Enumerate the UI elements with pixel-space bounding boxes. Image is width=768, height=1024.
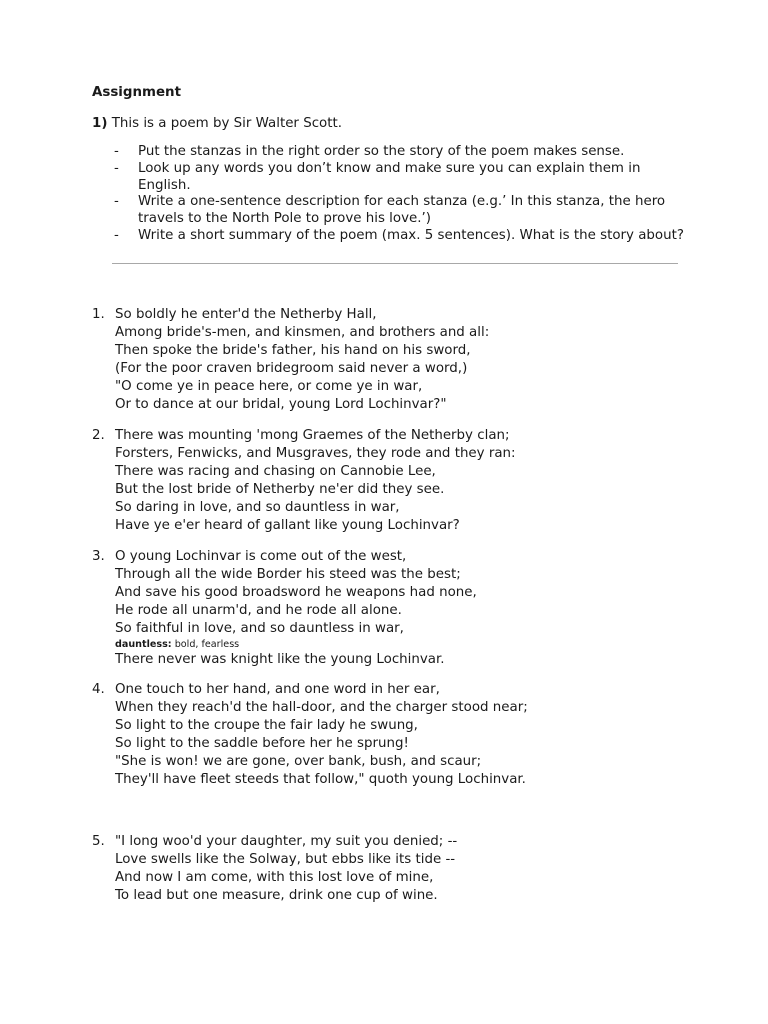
stanza-number: 4.	[92, 682, 105, 697]
instruction-item	[114, 228, 684, 245]
poem-line: (For the poor craven bridegroom said never a word,)	[115, 360, 468, 376]
dash-bullet: -	[114, 160, 119, 176]
poem-line: Then spoke the bride's father, his hand on his sword,	[115, 342, 471, 358]
dash-bullet: -	[114, 227, 119, 243]
poem-line: There was racing and chasing on Cannobie Lee,	[115, 463, 436, 479]
poem-line: And save his good broadsword he weapons had none,	[115, 584, 477, 600]
stanza-number: 2.	[92, 428, 105, 443]
poem-line: So boldly he enter'd the Netherby Hall,	[115, 307, 377, 322]
poem-line: O young Lochinvar is come out of the west,	[115, 549, 407, 564]
instruction-text: Look up any words you don’t know and make sure you can explain them in English.	[138, 160, 641, 193]
stanza-5	[92, 833, 692, 905]
task-heading	[92, 115, 342, 133]
stanza-number: 3.	[92, 549, 105, 564]
poem-line: Have ye e'er heard of gallant like young Lochinvar?	[115, 517, 460, 533]
page-title: Assignment	[92, 85, 181, 100]
dash-bullet: -	[114, 194, 119, 210]
poem-line: One touch to her hand, and one word in her ear,	[115, 682, 440, 697]
stanza-2	[92, 427, 692, 534]
instruction-text: Write a one-sentence description for each stanza (e.g.’ In this stanza, the hero travels to the North Pole to prove his love.’)	[138, 194, 666, 227]
poem-line: So daring in love, and so dauntless in war,	[115, 499, 400, 515]
poem-line: They'll have fleet steeds that follow," quoth young Lochinvar.	[115, 771, 526, 787]
poem-line: Through all the wide Border his steed was the best;	[115, 566, 461, 582]
poem-line: Or to dance at our bridal, young Lord Lochinvar?"	[115, 396, 447, 412]
poem-line: But the lost bride of Netherby ne'er did they see.	[115, 481, 445, 497]
poem-line: So faithful in love, and so dauntless in war,	[115, 620, 404, 636]
instruction-text: Write a short summary of the poem (max. 5 sentences). What is the story about?	[138, 227, 684, 243]
instruction-list	[114, 144, 684, 245]
horizontal-divider	[112, 263, 678, 264]
gloss-note	[115, 638, 692, 651]
stanza-1	[92, 306, 692, 413]
poem-line: There was mounting 'mong Graemes of the Netherby clan;	[115, 428, 510, 443]
poem-line: He rode all unarm'd, and he rode all alone.	[115, 602, 402, 618]
poem-line: And now I am come, with this lost love of mine,	[115, 869, 434, 885]
gloss-term: dauntless:	[115, 638, 172, 650]
poem-line: "O come ye in peace here, or come ye in war,	[115, 378, 423, 394]
instruction-item	[114, 161, 684, 195]
poem-line: When they reach'd the hall-door, and the charger stood near;	[115, 699, 528, 715]
instruction-item	[114, 194, 684, 228]
poem-line: There never was knight like the young Lochinvar.	[115, 651, 445, 667]
poem-line: So light to the croupe the fair lady he swung,	[115, 717, 418, 733]
dash-bullet: -	[114, 144, 119, 159]
stanza-3	[92, 548, 692, 668]
task-text: This is a poem by Sir Walter Scott.	[111, 116, 343, 131]
poem-line: Love swells like the Solway, but ebbs like its tide --	[115, 851, 456, 867]
poem-line: Among bride's-men, and kinsmen, and brothers and all:	[115, 324, 490, 340]
stanza-number: 1.	[92, 307, 105, 322]
poem-line: Forsters, Fenwicks, and Musgraves, they rode and they ran:	[115, 445, 516, 461]
poem-line: To lead but one measure, drink one cup of wine.	[115, 887, 438, 903]
poem-line: So light to the saddle before her he sprung!	[115, 735, 409, 751]
stanza-number: 5.	[92, 834, 105, 849]
instruction-text: Put the stanzas in the right order so the story of the poem makes sense.	[138, 144, 625, 159]
stanza-4	[92, 681, 692, 788]
instruction-item	[114, 144, 684, 161]
poem-line: "She is won! we are gone, over bank, bush, and scaur;	[115, 753, 482, 769]
gloss-definition: bold, fearless	[174, 638, 240, 650]
poem-line: "I long woo'd your daughter, my suit you denied; --	[115, 834, 458, 849]
task-number: 1)	[92, 116, 108, 131]
